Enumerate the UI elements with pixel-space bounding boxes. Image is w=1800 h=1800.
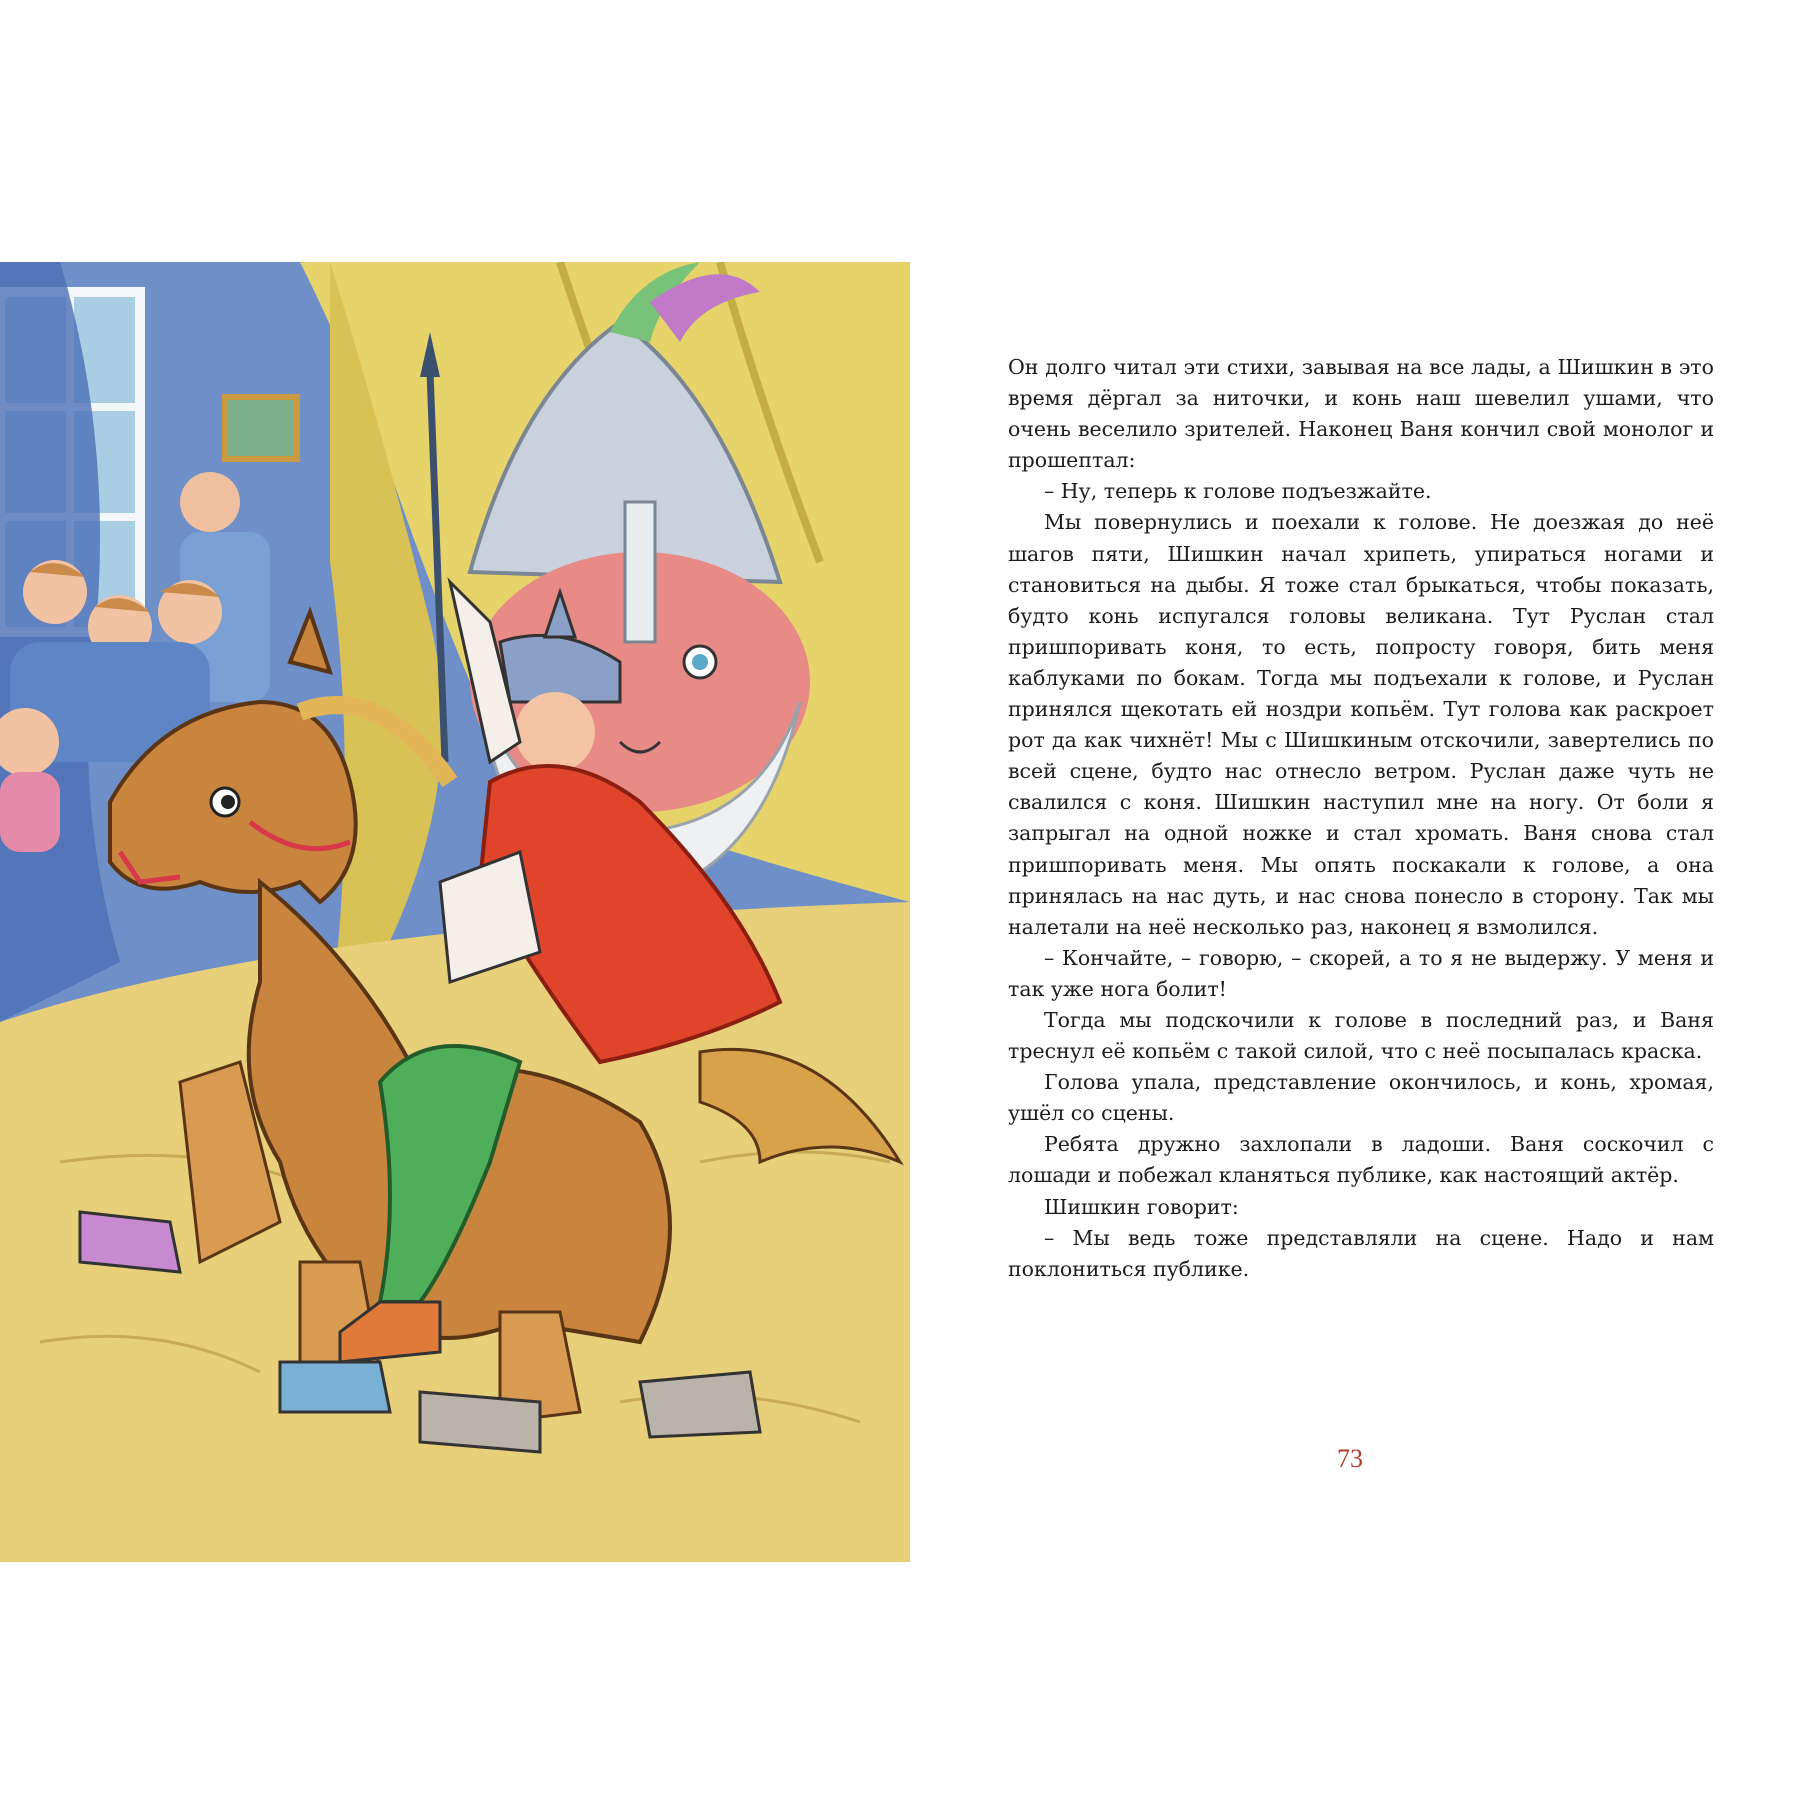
paragraph: Мы повернулись и поехали к голове. Не доезжая до неё шагов пяти, Шишкин начал хрипеть, упираться ногами и становиться на дыбы. Я тоже стал брыкаться, чтобы показать, будто конь испугался головы великана. Тут Руслан стал пришпоривать коня, то есть, попросту говоря, бить меня каблуками по бокам. Тогда мы подъехали к голове, и Руслан принялся щекотать ей ноздри копьём. Тут голова как раскроет рот да как чихнёт! Мы с Шишкиным отскочили, завертелись по всей сцене, будто нас отнесло ветром. Руслан даже чуть не свалился с коня. Шишкин наступил мне на ногу. От боли я запрыгал на одной ножке и стал хромать. Ваня снова стал пришпоривать меня. Мы опять поскакали к голове, а она принялась на нас дуть, и нас снова понесло в сторону. Так мы налетали на неё несколько раз, наконец я взмолился. — [1008, 510, 1714, 939]
illustration-panel — [0, 262, 910, 1562]
paragraph: – Кончайте, – говорю, – скорей, а то я не выдержу. У меня и так уже нога болит! — [1008, 945, 1714, 1001]
stage-play-illustration-icon — [0, 262, 910, 1562]
paragraph: Тогда мы подскочили к голове в последний раз, и Ваня треснул её копьём с такой силой, что с неё посыпалась краска. — [1008, 1007, 1714, 1064]
paragraph: Он долго читал эти стихи, завывая на все лады, а Шишкин в это время дёргал за ниточки, и конь наш шевелил ушами, что очень веселило зрителей. Наконец Ваня кончил свой монолог и прошептал: — [1008, 355, 1714, 473]
paragraph: Шишкин говорит: — [1044, 1194, 1239, 1219]
paragraph: Ребята дружно захлопали в ладоши. Ваня соскочил с лошади и побежал кланяться публике, как настоящий актёр. — [1008, 1132, 1714, 1188]
paragraph: Голова упала, представление окончилось, и конь, хромая, ушёл со сцены. — [1008, 1070, 1714, 1126]
paragraph: – Мы ведь тоже представляли на сцене. Надо и нам поклониться публике. — [1008, 1225, 1714, 1281]
paragraph: – Ну, теперь к голове подъезжайте. — [1044, 479, 1432, 504]
wall-picture — [225, 397, 297, 459]
text-page — [1008, 352, 1714, 1432]
page-number: 73 — [1337, 1444, 1363, 1473]
